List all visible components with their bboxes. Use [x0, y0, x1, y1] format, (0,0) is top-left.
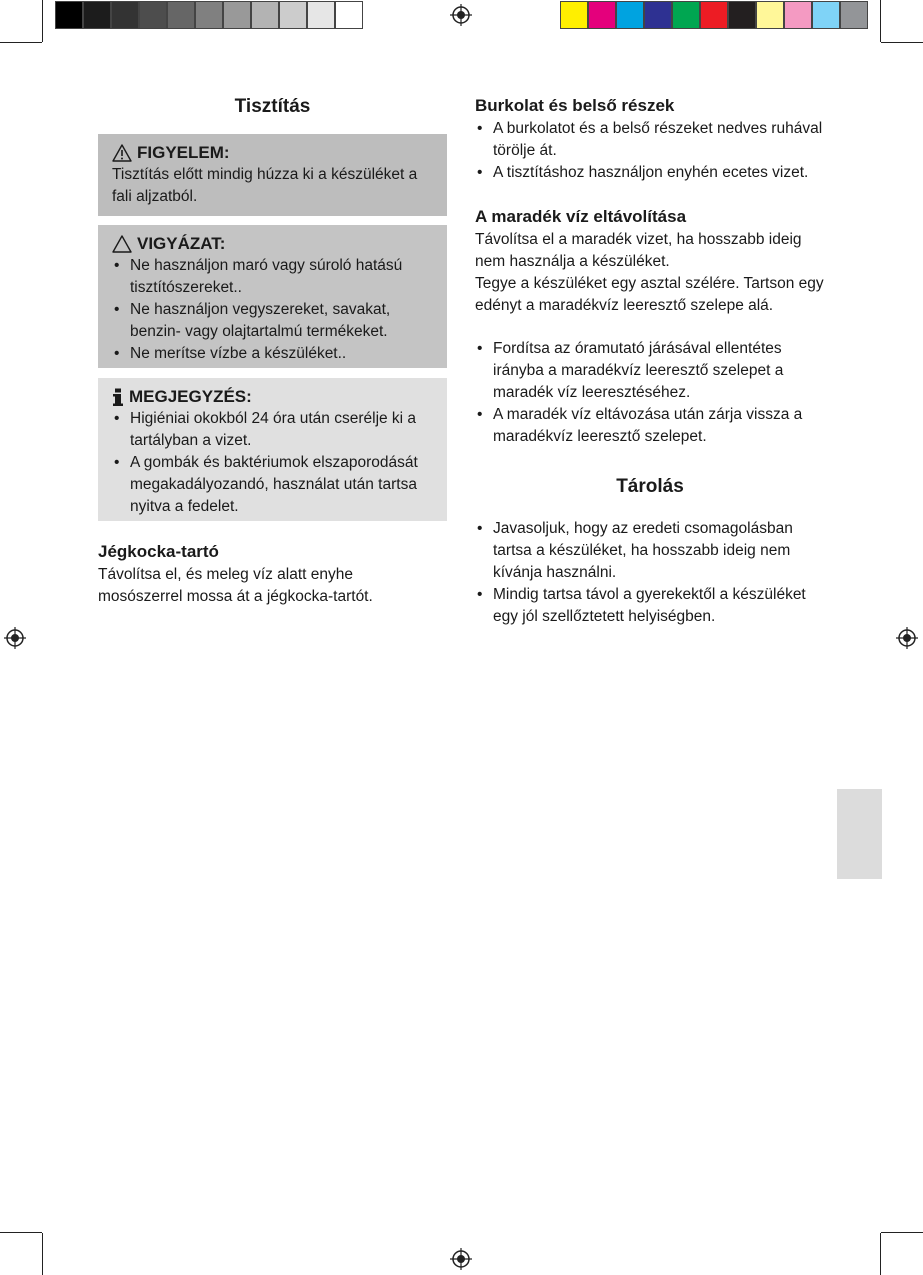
note-list: [112, 408, 435, 518]
color-swatch: [195, 1, 223, 29]
list-item: • Ne használjon maró vagy súroló hatású tisztítószereket..: [112, 255, 435, 299]
warning-text: Tisztítás előtt mindig húzza ki a készüléket a fali aljzatból.: [112, 166, 418, 205]
crop-mark: [880, 1233, 881, 1275]
crop-mark: [0, 1232, 42, 1233]
color-swatch: [840, 1, 868, 29]
list-item: • Higiéniai okokból 24 óra után cserélje ki a tartályban a vizet.: [112, 408, 435, 452]
crop-mark: [881, 42, 923, 43]
housing-heading: Burkolat és belső részek: [475, 96, 675, 115]
caution-title: [112, 233, 435, 255]
color-swatch: [251, 1, 279, 29]
color-swatch: [279, 1, 307, 29]
storage-title: Tárolás: [616, 476, 684, 497]
ice-tray-text: Távolítsa el, és meleg víz alatt enyhe mosószerrel mossa át a jégkocka-tartót.: [98, 566, 373, 605]
color-swatch: [307, 1, 335, 29]
drain-heading: A maradék víz eltávolítása: [475, 207, 687, 226]
list-item: • A tisztításhoz használjon enyhén ecetes vizet.: [475, 162, 827, 184]
color-swatch: [139, 1, 167, 29]
note-box: [98, 378, 447, 521]
list-item: • Fordítsa az óramutató járásával ellentétes irányba a maradékvíz leeresztő szelepet a maradék víz leeresztéséhez.: [475, 338, 823, 404]
color-swatch: [700, 1, 728, 29]
list-item: • Ne használjon vegyszereket, savakat, benzin- vagy olajtartalmú termékeket.: [112, 299, 435, 343]
warning-box: [98, 134, 447, 216]
registration-mark-icon: [4, 627, 26, 649]
list-item: • Ne merítse vízbe a készüléket..: [112, 343, 435, 365]
color-swatch: [644, 1, 672, 29]
registration-mark-icon: [450, 1248, 472, 1270]
side-tab: [837, 789, 882, 879]
registration-mark-icon: [450, 4, 472, 26]
crop-mark: [42, 0, 43, 42]
color-swatch: [335, 1, 363, 29]
color-swatch: [728, 1, 756, 29]
crop-mark: [880, 0, 881, 42]
color-swatch: [588, 1, 616, 29]
warning-triangle-icon: [112, 144, 132, 162]
storage-list: [475, 518, 827, 628]
color-swatch: [784, 1, 812, 29]
list-item: • Mindig tartsa távol a gyerekektől a készüléket egy jól szellőztetett helyiségben.: [475, 584, 827, 628]
caution-list: [112, 255, 435, 365]
color-swatch: [167, 1, 195, 29]
note-title: [112, 386, 435, 408]
drain-paragraph-1: Távolítsa el a maradék vizet, ha hosszabb ideig nem használja a készüléket.: [475, 231, 802, 270]
color-swatch: [55, 1, 83, 29]
ice-tray-heading: Jégkocka-tartó: [98, 542, 219, 561]
color-swatch: [616, 1, 644, 29]
list-item: • A burkolatot és a belső részeket nedves ruhával törölje át.: [475, 118, 827, 162]
warning-label: FIGYELEM:: [137, 143, 230, 162]
page-title-cleaning: Tisztítás: [234, 96, 311, 117]
housing-list: [475, 118, 827, 184]
caution-box: [98, 225, 447, 368]
note-label: MEGJEGYZÉS:: [129, 387, 252, 406]
drain-list: [475, 338, 823, 448]
info-icon: [112, 388, 124, 406]
crop-mark: [881, 1232, 923, 1233]
crop-mark: [42, 1233, 43, 1275]
color-swatch: [756, 1, 784, 29]
warning-title: [112, 142, 435, 164]
color-swatch: [672, 1, 700, 29]
registration-mark-icon: [896, 627, 918, 649]
list-item: • Javasoljuk, hogy az eredeti csomagolásban tartsa a készüléket, ha hosszabb ideig nem kívánja használni.: [475, 518, 827, 584]
color-swatch: [111, 1, 139, 29]
list-item: • A gombák és baktériumok elszaporodását megakadályozandó, használat után tartsa nyitva a fedelet.: [112, 452, 435, 518]
color-swatch: [560, 1, 588, 29]
list-item: • A maradék víz eltávozása után zárja vissza a maradékvíz leeresztő szelepet.: [475, 404, 823, 448]
color-swatch: [812, 1, 840, 29]
crop-mark: [0, 42, 42, 43]
caution-label: VIGYÁZAT:: [137, 234, 226, 253]
color-swatch: [83, 1, 111, 29]
caution-triangle-icon: [112, 235, 132, 253]
drain-paragraph-2: Tegye a készüléket egy asztal szélére. Tartson egy edényt a maradékvíz leeresztő szelepe alá.: [475, 275, 824, 314]
color-swatch: [223, 1, 251, 29]
